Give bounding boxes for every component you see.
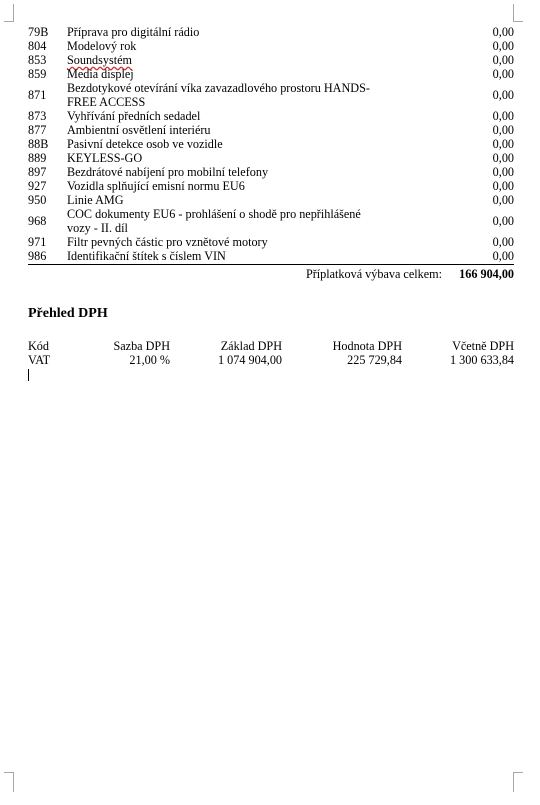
equipment-total-value: 166 904,00 xyxy=(459,267,514,281)
equipment-description: KEYLESS-GO xyxy=(67,151,143,165)
equipment-price: 0,00 xyxy=(492,165,514,179)
equipment-price: 0,00 xyxy=(492,151,514,165)
equipment-price: 0,00 xyxy=(492,53,514,67)
equipment-row xyxy=(28,179,514,193)
equipment-row xyxy=(28,25,514,39)
equipment-row xyxy=(28,235,514,249)
equipment-code: 79B xyxy=(28,25,49,39)
equipment-row xyxy=(28,53,514,67)
equipment-code: 88B xyxy=(28,137,49,151)
equipment-code: 871 xyxy=(28,88,47,102)
equipment-description: Soundsystém xyxy=(67,53,133,67)
crop-mark-bottom-left xyxy=(13,772,14,792)
equipment-description: Pasivní detekce osob ve vozidle xyxy=(67,137,223,151)
equipment-description: Bezdrátové nabíjení pro mobilní telefony xyxy=(67,165,269,179)
equipment-code: 950 xyxy=(28,193,47,207)
equipment-row xyxy=(28,207,514,235)
vat-code: VAT xyxy=(28,353,51,367)
equipment-row xyxy=(28,81,514,109)
equipment-row xyxy=(28,249,514,265)
equipment-code: 877 xyxy=(28,123,47,137)
vat-header-row xyxy=(28,339,514,353)
text-cursor[interactable] xyxy=(28,369,29,381)
crop-mark-top-left xyxy=(13,4,14,22)
equipment-price: 0,00 xyxy=(492,109,514,123)
equipment-code: 968 xyxy=(28,214,47,228)
equipment-description: Vozidla splňující emisní normu EU6 xyxy=(67,179,245,193)
equipment-price: 0,00 xyxy=(492,137,514,151)
crop-mark-bottom-right xyxy=(513,772,523,773)
equipment-description: Identifikační štítek s číslem VIN xyxy=(67,249,226,263)
equipment-row xyxy=(28,39,514,53)
equipment-total-label: Příplatková výbava celkem: xyxy=(305,267,442,281)
equipment-code: 986 xyxy=(28,249,47,263)
equipment-price: 0,00 xyxy=(492,25,514,39)
equipment-description: Linie AMG xyxy=(67,193,124,207)
equipment-code: 927 xyxy=(28,179,47,193)
vat-header-base: Základ DPH xyxy=(220,339,282,353)
equipment-table xyxy=(28,25,514,281)
equipment-price: 0,00 xyxy=(492,123,514,137)
equipment-price: 0,00 xyxy=(492,88,514,102)
equipment-code: 804 xyxy=(28,39,47,53)
equipment-price: 0,00 xyxy=(492,39,514,53)
equipment-code: 971 xyxy=(28,235,47,249)
equipment-price: 0,00 xyxy=(492,193,514,207)
equipment-row xyxy=(28,123,514,137)
equipment-price: 0,00 xyxy=(492,214,514,228)
equipment-code: 853 xyxy=(28,53,47,67)
vat-header-rate: Sazba DPH xyxy=(113,339,170,353)
equipment-description: Filtr pevných částic pro vznětové motory xyxy=(67,235,268,249)
equipment-row xyxy=(28,165,514,179)
equipment-code: 889 xyxy=(28,151,47,165)
equipment-code: 873 xyxy=(28,109,47,123)
vat-header-incl: Včetně DPH xyxy=(452,339,514,353)
equipment-price: 0,00 xyxy=(492,179,514,193)
crop-mark-bottom-right xyxy=(513,772,514,792)
equipment-price: 0,00 xyxy=(492,235,514,249)
equipment-description: Ambientní osvětlení interiéru xyxy=(67,123,211,137)
crop-mark-top-right xyxy=(513,21,523,22)
equipment-row xyxy=(28,109,514,123)
vat-overview-heading: Přehled DPH xyxy=(28,306,108,321)
equipment-total-row xyxy=(28,265,514,282)
equipment-row xyxy=(28,67,514,81)
equipment-description: Vyhřívání předních sedadel xyxy=(67,109,201,123)
equipment-price: 0,00 xyxy=(492,67,514,81)
equipment-description: Modelový rok xyxy=(67,39,137,53)
equipment-description: COC dokumenty EU6 - prohlášení o shodě pro nepřihlášené vozy - II. díl xyxy=(67,207,361,235)
equipment-row xyxy=(28,193,514,207)
vat-rate: 21,00 % xyxy=(129,353,170,367)
vat-incl: 1 300 633,84 xyxy=(450,353,514,367)
crop-mark-top-right xyxy=(513,4,514,22)
equipment-code: 897 xyxy=(28,165,47,179)
vat-table xyxy=(28,339,514,367)
vat-header-code: Kód xyxy=(28,339,49,353)
equipment-row xyxy=(28,151,514,165)
equipment-price: 0,00 xyxy=(492,249,514,263)
equipment-description: Media displej xyxy=(67,67,134,81)
equipment-rows xyxy=(28,25,514,265)
vat-base: 1 074 904,00 xyxy=(218,353,282,367)
equipment-description: Příprava pro digitální rádio xyxy=(67,25,200,39)
vat-header-amount: Hodnota DPH xyxy=(332,339,402,353)
crop-mark-top-left xyxy=(4,21,14,22)
vat-row xyxy=(28,353,514,367)
equipment-description: Bezdotykové otevírání víka zavazadlového prostoru HANDS-FREE ACCESS xyxy=(67,81,370,109)
crop-mark-bottom-left xyxy=(4,772,14,773)
vat-amount: 225 729,84 xyxy=(347,353,402,367)
equipment-code: 859 xyxy=(28,67,47,81)
equipment-row xyxy=(28,137,514,151)
